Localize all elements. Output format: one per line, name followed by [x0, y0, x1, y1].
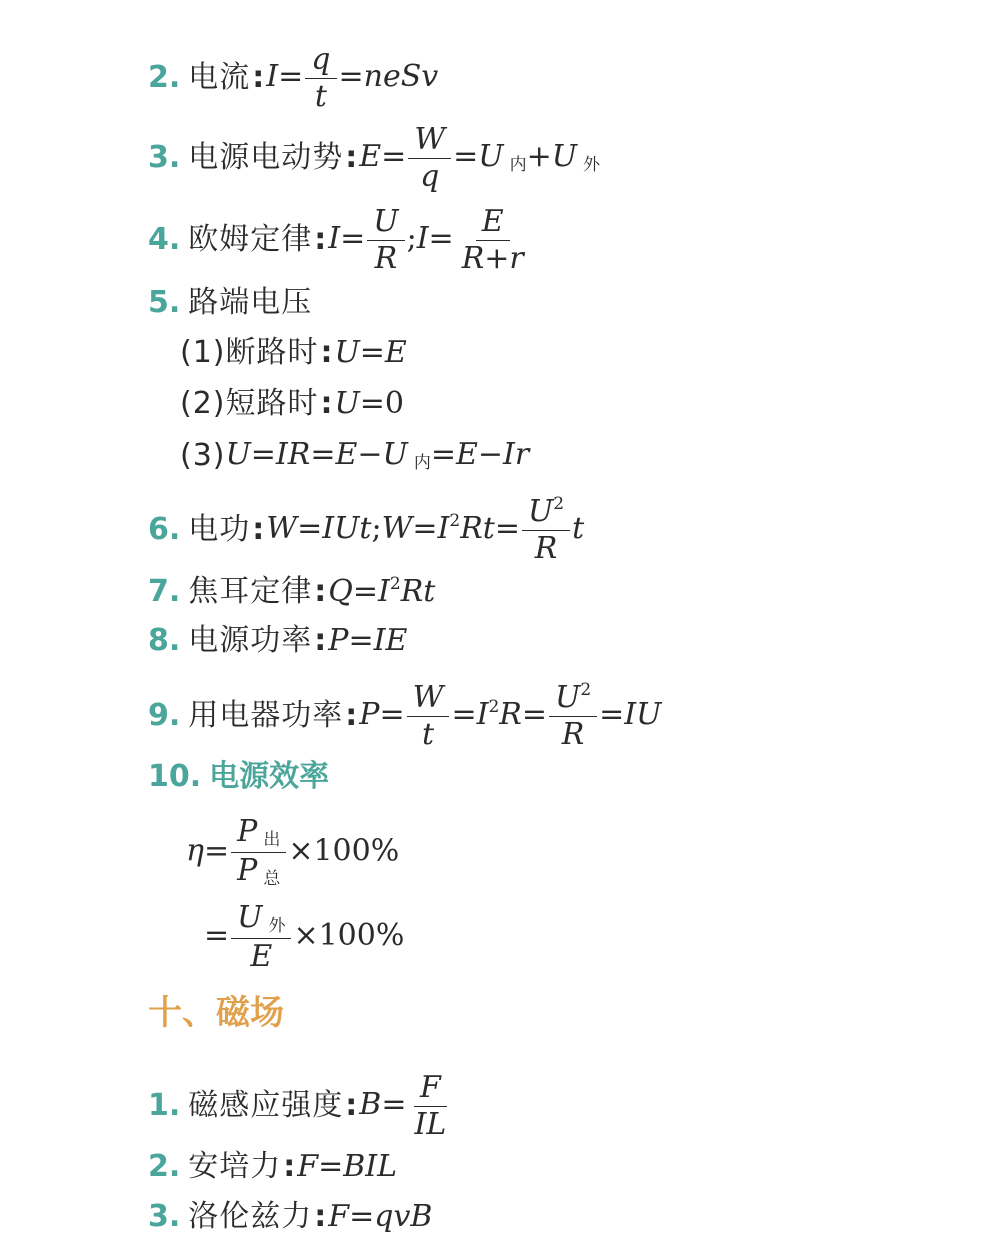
item-number: 10.	[148, 759, 202, 794]
formula-efficiency-1	[186, 816, 399, 889]
item-magnetic-induction	[148, 1072, 454, 1140]
colon: :	[345, 1088, 358, 1123]
sub-item-general	[180, 437, 530, 473]
item-label: 电源功率	[188, 623, 313, 658]
item-label: 电源效率	[209, 759, 330, 794]
item-label: 用电器功率	[188, 698, 344, 733]
item-number: 4.	[148, 222, 181, 257]
colon: :	[345, 698, 358, 733]
item-electric-work	[148, 496, 584, 564]
formula-eta: η= $\frac{P _出}{P _总}$ ×100%	[186, 814, 400, 889]
formula-lorentz: F=qvB	[328, 1199, 433, 1234]
item-number: 7.	[148, 573, 181, 609]
item-number: 6.	[148, 512, 181, 547]
formula-emf: E= $\frac{W}{q}$ =U $_内$+U $_外$	[359, 122, 601, 194]
item-label: 安培力	[188, 1149, 282, 1184]
item-emf	[148, 124, 600, 192]
colon: :	[283, 1149, 296, 1184]
item-number: 9.	[148, 698, 181, 733]
item-label: 电源电动势	[188, 140, 344, 175]
item-current	[148, 44, 438, 112]
formula-source-power: P=IE	[328, 623, 408, 658]
item-number: 2.	[148, 60, 181, 95]
formula-general: U=IR=E−U $_内$=E−Ir	[225, 437, 530, 473]
item-label: 焦耳定律	[188, 573, 313, 609]
colon: :	[252, 60, 265, 95]
formula-joule: $Q=I^2Rt$	[328, 574, 436, 609]
formula-b-field: B= $\frac{F}{IL}$	[359, 1070, 447, 1142]
section-title-magnetic-field	[148, 993, 284, 1033]
formula-appliance-power: P= $\frac{W}{t}$ $=I^2R=$ $\frac{U^2}{R}$ =IU	[359, 680, 662, 752]
sub-item-short-circuit	[180, 386, 405, 421]
item-terminal-voltage	[148, 285, 313, 320]
formula-work: $W=IUt;W=I^2Rt=$ $\frac{U^2}{R}$ t	[266, 494, 585, 566]
section-title: 十、磁场	[148, 993, 284, 1033]
item-appliance-power	[148, 682, 661, 750]
item-number: 3.	[148, 140, 181, 175]
colon: :	[320, 335, 333, 370]
item-number: 8.	[148, 623, 181, 658]
item-number: 3.	[148, 1199, 181, 1234]
item-label: 洛伦兹力	[188, 1199, 313, 1234]
item-efficiency-heading	[148, 759, 330, 794]
formula-eta-2: = $\frac{U _外}{E}$ ×100%	[204, 900, 405, 974]
colon: :	[314, 573, 327, 609]
item-label: 路端电压	[188, 285, 313, 320]
colon: :	[345, 140, 358, 175]
colon: :	[320, 386, 333, 421]
item-label: 磁感应强度	[188, 1088, 344, 1123]
item-lorentz-force	[148, 1199, 433, 1234]
item-ampere-force	[148, 1149, 398, 1184]
colon: :	[252, 512, 265, 547]
item-source-power	[148, 623, 408, 658]
formula-efficiency-2	[204, 902, 404, 972]
sub-item-label: (3)	[180, 438, 226, 473]
item-number: 5.	[148, 285, 181, 320]
item-ohms-law	[148, 206, 532, 274]
item-joule-law	[148, 573, 436, 609]
item-label: 欧姆定律	[188, 222, 313, 257]
item-number: 2.	[148, 1149, 181, 1184]
item-number: 1.	[148, 1088, 181, 1123]
colon: :	[314, 1199, 327, 1234]
formula-ohm: I= $\frac{U}{R}$ ;I= $\frac{E}{R+r}$	[328, 204, 524, 276]
sub-item-open-circuit	[180, 335, 407, 370]
formula-current: I= $\frac{q}{t}$ =neSv	[266, 42, 439, 114]
formula-short: U=0	[334, 386, 405, 421]
colon: :	[314, 623, 327, 658]
formula-open: U=E	[334, 335, 407, 370]
colon: :	[314, 222, 327, 257]
item-label: 电功	[188, 512, 251, 547]
item-label: 电流	[188, 60, 251, 95]
sub-item-label: (2)短路时	[180, 386, 319, 421]
formula-ampere: F=BIL	[297, 1149, 398, 1184]
sub-item-label: (1)断路时	[180, 335, 319, 370]
